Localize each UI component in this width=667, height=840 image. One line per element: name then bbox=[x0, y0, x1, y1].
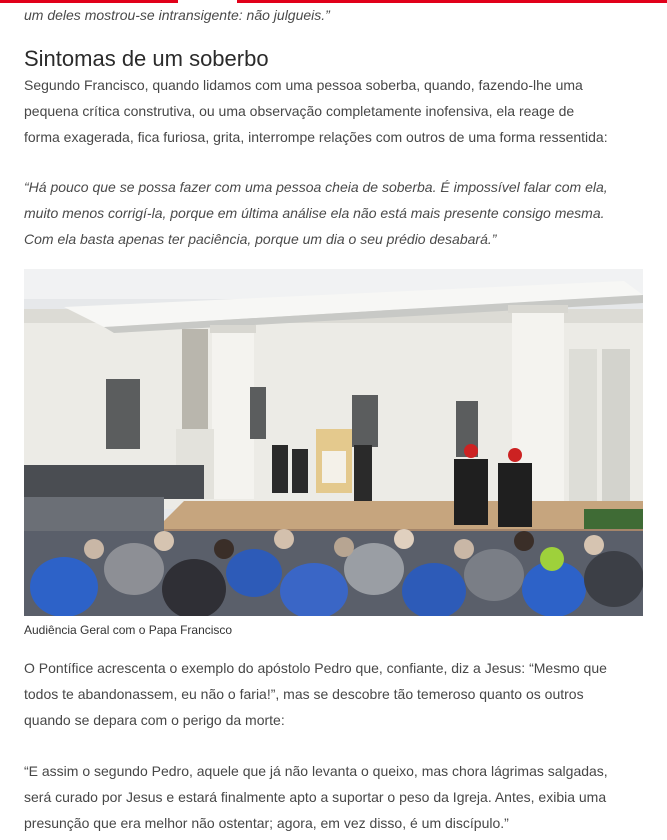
quote-1-line: “Há pouco que se possa fazer com uma pessoa cheia de soberba. É impossível falar com ela, bbox=[24, 179, 608, 195]
paragraph-1 bbox=[24, 72, 644, 150]
quote-1 bbox=[24, 174, 644, 252]
paragraph-1-line: forma exagerada, fica furiosa, grita, interrompe relações com outros de uma forma ressentida: bbox=[24, 129, 608, 145]
paragraph-1-line: pequena crítica construtiva, ou uma observação completamente inofensiva, ela reage de bbox=[24, 103, 575, 119]
section-title: Sintomas de um soberbo bbox=[24, 46, 269, 71]
lead-quote-tail: um deles mostrou-se intransigente: não julgueis.” bbox=[24, 7, 330, 23]
paragraph-2-line: todos te abandonassem, eu não o faria!”, mas se descobre tão temeroso quanto os outros bbox=[24, 686, 584, 702]
paragraph-2-line: quando se depara com o perigo da morte: bbox=[24, 712, 285, 728]
article-photo[interactable] bbox=[24, 269, 643, 616]
quote-2 bbox=[24, 758, 644, 836]
quote-1-line: muito menos corrigí-la, porque em última análise ela não está mais presente consigo mesma. bbox=[24, 205, 605, 221]
quote-2-line: presunção que era melhor não ostentar; agora, em vez disso, é um discípulo.” bbox=[24, 815, 509, 831]
quote-2-line: será curado por Jesus e estará finalmente apto a suportar o peso da Igreja. Antes, exibia uma bbox=[24, 789, 607, 805]
paragraph-2-line: O Pontífice acrescenta o exemplo do apóstolo Pedro que, confiante, diz a Jesus: “Mesmo que bbox=[24, 660, 607, 676]
quote-1-line: Com ela basta apenas ter paciência, porque um dia o seu prédio desabará.” bbox=[24, 231, 497, 247]
paragraph-2 bbox=[24, 655, 644, 733]
photo-general-audience-illustration bbox=[24, 269, 643, 616]
paragraph-1-line: Segundo Francisco, quando lidamos com uma pessoa soberba, quando, fazendo-lhe uma bbox=[24, 77, 583, 93]
quote-2-line: “E assim o segundo Pedro, aquele que já não levanta o queixo, mas chora lágrimas salgadas, bbox=[24, 763, 608, 779]
photo-caption: Audiência Geral com o Papa Francisco bbox=[24, 623, 233, 637]
